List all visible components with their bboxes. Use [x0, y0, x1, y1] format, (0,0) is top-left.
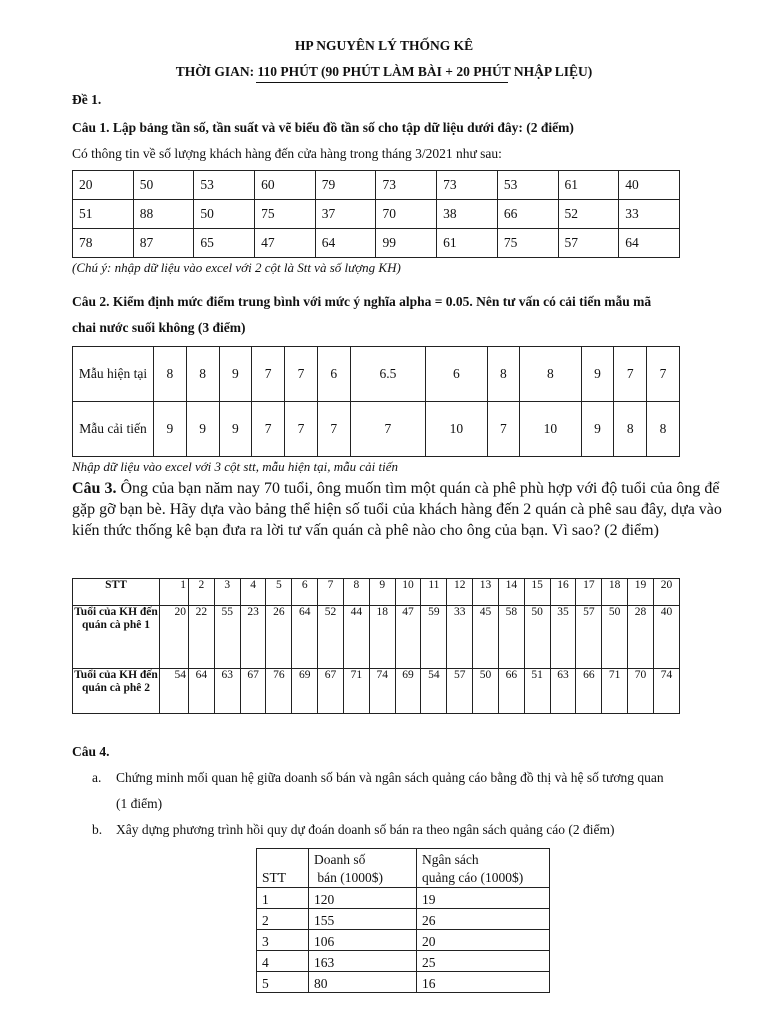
table-row — [257, 888, 550, 909]
q3-stt-value: 2 — [189, 579, 215, 606]
table-cell: 20 — [73, 171, 134, 200]
q4-a-label: a. — [92, 770, 102, 785]
q3-cafe1-age: 50 — [602, 606, 628, 669]
table-cell: 163 — [309, 951, 417, 972]
table-cell: 52 — [558, 200, 619, 229]
table-cell: 78 — [73, 229, 134, 258]
q2-improved-value: 9 — [154, 402, 187, 457]
q3-stt-value: 14 — [498, 579, 524, 606]
table-row — [257, 972, 550, 993]
q2-improved-value: 9 — [219, 402, 252, 457]
document-title: HP NGUYÊN LÝ THỐNG KÊ — [294, 38, 474, 53]
q3-cafe1-age: 28 — [628, 606, 654, 669]
table-cell: 57 — [558, 229, 619, 258]
q2-improved-value: 9 — [186, 402, 219, 457]
q3-stt-value: 9 — [369, 579, 395, 606]
q3-cafe2-age: 69 — [395, 669, 421, 714]
table-cell: 37 — [315, 200, 376, 229]
q2-improved-value: 7 — [487, 402, 520, 457]
table-cell: 19 — [417, 888, 550, 909]
table-cell: 64 — [619, 229, 680, 258]
q2-current-value: 9 — [219, 347, 252, 402]
table-cell: 3 — [257, 930, 309, 951]
q2-current-value: 6.5 — [350, 347, 426, 402]
q2-current-value: 7 — [614, 347, 647, 402]
table-row — [257, 951, 550, 972]
table-cell: 2 — [257, 909, 309, 930]
q1-heading: Câu 1. Lập bảng tần số, tần suất và vẽ biểu đồ tần số cho tập dữ liệu dưới đây: (2 điểm) — [72, 120, 574, 135]
q3-cafe2-age: 57 — [447, 669, 473, 714]
q3-stt-value: 3 — [214, 579, 240, 606]
q3-cafe2-age: 50 — [473, 669, 499, 714]
q4-a-line1: Chứng minh mối quan hệ giữa doanh số bán và ngân sách quảng cáo bằng đồ thị và hệ số tương quan — [116, 770, 664, 785]
q3-cafe2-age: 71 — [343, 669, 369, 714]
table-cell: 25 — [417, 951, 550, 972]
table-cell: 50 — [194, 200, 255, 229]
q4-col-sales — [309, 849, 417, 888]
q4-b-label: b. — [92, 822, 103, 837]
q3-stt-value: 17 — [576, 579, 602, 606]
q3-cafe1-age: 20 — [160, 606, 189, 669]
table-cell: 120 — [309, 888, 417, 909]
q2-row2-label: Mẫu cải tiến — [73, 402, 154, 457]
table-cell: 61 — [558, 171, 619, 200]
q3-label: Câu 3. — [72, 480, 117, 497]
table-cell: 26 — [417, 909, 550, 930]
q3-cafe1-age: 58 — [498, 606, 524, 669]
q2-improved-value: 7 — [285, 402, 318, 457]
table-cell: 75 — [497, 229, 558, 258]
table-row — [257, 909, 550, 930]
q3-data-table — [72, 578, 680, 714]
table-cell: 5 — [257, 972, 309, 993]
q3-cafe2-age: 63 — [550, 669, 576, 714]
q3-stt-value: 11 — [421, 579, 447, 606]
q3-cafe2-age: 69 — [292, 669, 318, 714]
q2-improved-value: 10 — [426, 402, 487, 457]
q3-stt-value: 18 — [602, 579, 628, 606]
q3-cafe2-age: 66 — [576, 669, 602, 714]
q3-cafe2-age: 54 — [421, 669, 447, 714]
q3-cafe1-age: 35 — [550, 606, 576, 669]
table-cell: 50 — [133, 171, 194, 200]
q3-stt-value: 16 — [550, 579, 576, 606]
q3-cafe1-age: 52 — [318, 606, 344, 669]
q3-cafe1-age: 22 — [189, 606, 215, 669]
q4-b-line: Xây dựng phương trình hồi quy dự đoán doanh số bán ra theo ngân sách quảng cáo (2 điểm) — [116, 822, 615, 837]
table-cell: 47 — [255, 229, 316, 258]
q3-cafe1-age: 47 — [395, 606, 421, 669]
q3-cafe2-age: 67 — [240, 669, 266, 714]
q2-improved-value: 9 — [581, 402, 614, 457]
q3-stt-value: 15 — [524, 579, 550, 606]
q4-data-table — [256, 848, 550, 993]
q3-cafe1-age: 50 — [524, 606, 550, 669]
q3-stt-value: 13 — [473, 579, 499, 606]
table-cell: 70 — [376, 200, 437, 229]
table-cell: 80 — [309, 972, 417, 993]
q2-note: Nhập dữ liệu vào excel với 3 cột stt, mẫu hiện tại, mẫu cải tiến — [72, 459, 398, 474]
q2-heading-line2: chai nước suối không (3 điểm) — [72, 320, 246, 335]
table-cell: 40 — [619, 171, 680, 200]
q3-stt-value: 19 — [628, 579, 654, 606]
table-cell: 75 — [255, 200, 316, 229]
exam-code: Đề 1. — [72, 92, 102, 107]
q3-cafe2-age: 64 — [189, 669, 215, 714]
table-cell: 51 — [73, 200, 134, 229]
q3-stt-value: 1 — [160, 579, 189, 606]
q4-col-budget-l1: Ngân sách — [422, 852, 479, 867]
q3-stt-value: 20 — [653, 579, 679, 606]
table-cell: 1 — [257, 888, 309, 909]
q4-a-line2: (1 điểm) — [116, 796, 163, 811]
q2-current-value: 7 — [285, 347, 318, 402]
table-cell: 88 — [133, 200, 194, 229]
q3-cafe1-age: 33 — [447, 606, 473, 669]
table-cell: 20 — [417, 930, 550, 951]
q3-cafe2-label: Tuổi của KH đến quán cà phê 2 — [73, 669, 160, 714]
q3-cafe1-age: 55 — [214, 606, 240, 669]
table-cell: 155 — [309, 909, 417, 930]
q1-note: (Chú ý: nhập dữ liệu vào excel với 2 cột là Stt và số lượng KH) — [72, 260, 401, 275]
q2-current-value: 9 — [581, 347, 614, 402]
q2-current-value: 8 — [186, 347, 219, 402]
title-underline — [256, 82, 508, 83]
q2-current-value: 8 — [487, 347, 520, 402]
table-cell: 61 — [437, 229, 498, 258]
q1-intro: Có thông tin về số lượng khách hàng đến cửa hàng trong tháng 3/2021 như sau: — [72, 146, 502, 161]
table-cell: 60 — [255, 171, 316, 200]
q3-cafe2-age: 54 — [160, 669, 189, 714]
q2-improved-value: 7 — [350, 402, 426, 457]
q2-current-value: 7 — [252, 347, 285, 402]
q3-cafe2-age: 74 — [653, 669, 679, 714]
table-row — [73, 229, 680, 258]
q2-current-value: 8 — [154, 347, 187, 402]
q3-cafe2-age: 51 — [524, 669, 550, 714]
q3-stt-value: 7 — [318, 579, 344, 606]
table-row — [257, 930, 550, 951]
time-info: THỜI GIAN: 110 PHÚT (90 PHÚT LÀM BÀI + 20 PHÚT NHẬP LIỆU) — [175, 64, 593, 79]
table-row — [73, 200, 680, 229]
q3-stt-value: 6 — [292, 579, 318, 606]
q4-col-sales-l2: bán (1000$) — [314, 870, 383, 885]
q2-heading-line1: Câu 2. Kiểm định mức điểm trung bình với mức ý nghĩa alpha = 0.05. Nên tư vấn có cải tiến mẫu mã — [72, 294, 652, 309]
q2-current-value: 7 — [647, 347, 680, 402]
q4-col-stt: STT — [257, 849, 309, 888]
q2-improved-value: 8 — [647, 402, 680, 457]
q4-col-budget-l2: quảng cáo (1000$) — [422, 870, 524, 885]
q3-cafe1-age: 59 — [421, 606, 447, 669]
q3-cafe1-age: 40 — [653, 606, 679, 669]
q3-stt-value: 4 — [240, 579, 266, 606]
q3-cafe1-age: 64 — [292, 606, 318, 669]
table-cell: 53 — [194, 171, 255, 200]
q2-row1-label: Mẫu hiện tại — [73, 347, 154, 402]
q2-improved-value: 8 — [614, 402, 647, 457]
q3-cafe1-age: 44 — [343, 606, 369, 669]
table-cell: 106 — [309, 930, 417, 951]
table-cell: 65 — [194, 229, 255, 258]
q3-cafe2-age: 70 — [628, 669, 654, 714]
q2-current-value: 6 — [317, 347, 350, 402]
q2-current-value: 6 — [426, 347, 487, 402]
q4-heading: Câu 4. — [72, 744, 110, 759]
q3-cafe1-label: Tuổi của KH đến quán cà phê 1 — [73, 606, 160, 669]
q3-stt-label: STT — [73, 579, 160, 606]
table-cell: 38 — [437, 200, 498, 229]
table-cell: 79 — [315, 171, 376, 200]
table-cell: 99 — [376, 229, 437, 258]
q2-improved-value: 7 — [252, 402, 285, 457]
q3-cafe1-age: 23 — [240, 606, 266, 669]
q2-improved-value: 7 — [317, 402, 350, 457]
table-cell: 33 — [619, 200, 680, 229]
table-cell: 4 — [257, 951, 309, 972]
q3-cafe1-age: 18 — [369, 606, 395, 669]
table-cell: 64 — [315, 229, 376, 258]
q3-cafe2-age: 71 — [602, 669, 628, 714]
table-cell: 73 — [437, 171, 498, 200]
q3-cafe2-age: 66 — [498, 669, 524, 714]
q4-col-sales-l1: Doanh số — [314, 852, 366, 867]
q3-cafe2-age: 74 — [369, 669, 395, 714]
q3-text: Ông của bạn năm nay 70 tuổi, ông muốn tìm một quán cà phê phù hợp với độ tuổi của ông để gặp gỡ bạn bè. Hãy dựa vào bảng thể hiện số tuổi của khách hàng đến 2 quán cà phê sau đây, dựa vào kiến thức thống kê bạn đưa ra lời tư vấn quán cà phê nào cho ông của bạn. Vì sao? (2 điểm) — [72, 480, 722, 539]
q3-paragraph — [72, 478, 736, 541]
table-cell: 53 — [497, 171, 558, 200]
q3-cafe2-age: 76 — [266, 669, 292, 714]
q3-cafe1-age: 57 — [576, 606, 602, 669]
table-cell: 66 — [497, 200, 558, 229]
table-cell: 73 — [376, 171, 437, 200]
q3-stt-value: 5 — [266, 579, 292, 606]
q2-data-table — [72, 346, 680, 457]
q3-stt-value: 10 — [395, 579, 421, 606]
q3-cafe2-age: 63 — [214, 669, 240, 714]
q3-stt-value: 12 — [447, 579, 473, 606]
table-row — [73, 171, 680, 200]
q1-data-table — [72, 170, 680, 258]
q3-cafe1-age: 26 — [266, 606, 292, 669]
q4-col-budget — [417, 849, 550, 888]
q3-stt-value: 8 — [343, 579, 369, 606]
table-cell: 16 — [417, 972, 550, 993]
table-cell: 87 — [133, 229, 194, 258]
q3-cafe1-age: 45 — [473, 606, 499, 669]
q2-improved-value: 10 — [520, 402, 581, 457]
q2-current-value: 8 — [520, 347, 581, 402]
q3-cafe2-age: 67 — [318, 669, 344, 714]
